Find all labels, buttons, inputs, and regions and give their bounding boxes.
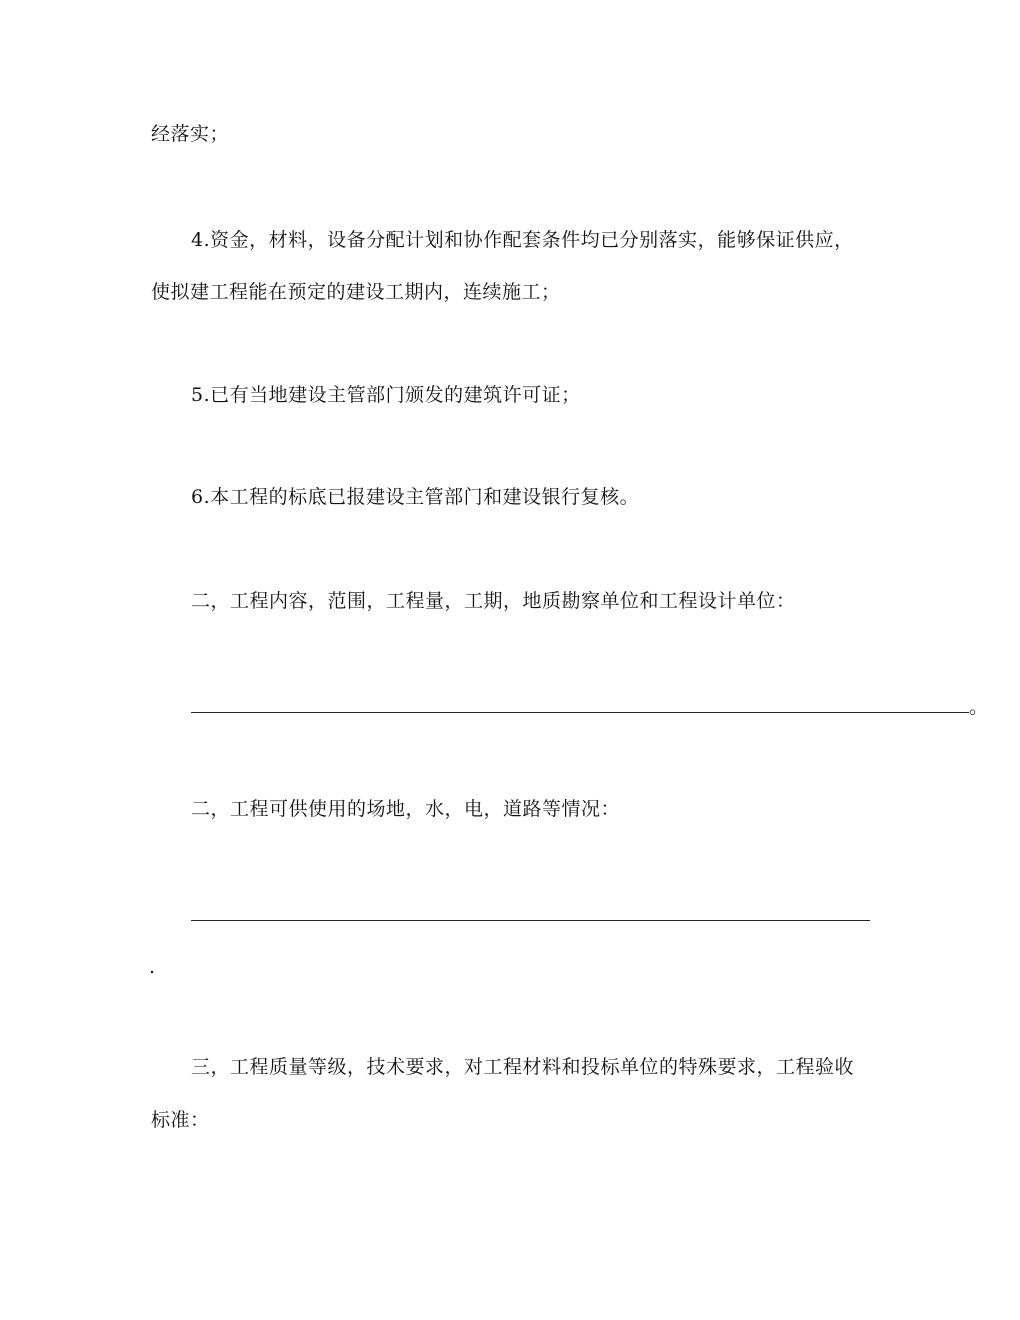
section-quality-line-2: 标准： (151, 1109, 210, 1131)
scope-fill-in-line[interactable] (191, 712, 969, 713)
section-quality-line-1: 三，工程质量等级，技术要求，对工程材料和投标单位的特殊要求，工程验收 (191, 1056, 855, 1078)
item-4-line-1: 4.资金，材料，设备分配计划和协作配套条件均已分别落实，能够保证供应， (191, 229, 854, 251)
item-4-line-2: 使拟建工程能在预定的建设工期内，连续施工； (151, 281, 561, 303)
item-6-text: 6.本工程的标底已报建设主管部门和建设银行复核。 (191, 486, 640, 508)
continuation-text: 经落实； (151, 123, 230, 145)
scope-line-end-mark: 。 (969, 696, 989, 718)
site-line-end-mark: . (149, 956, 156, 978)
site-fill-in-line[interactable] (191, 920, 870, 921)
section-site-heading: 二，工程可供使用的场地，水，电，道路等情况： (191, 798, 621, 820)
section-scope-heading: 二，工程内容，范围，工程量，工期，地质勘察单位和工程设计单位： (191, 590, 796, 612)
item-5-text: 5.已有当地建设主管部门颁发的建筑许可证； (191, 384, 581, 406)
